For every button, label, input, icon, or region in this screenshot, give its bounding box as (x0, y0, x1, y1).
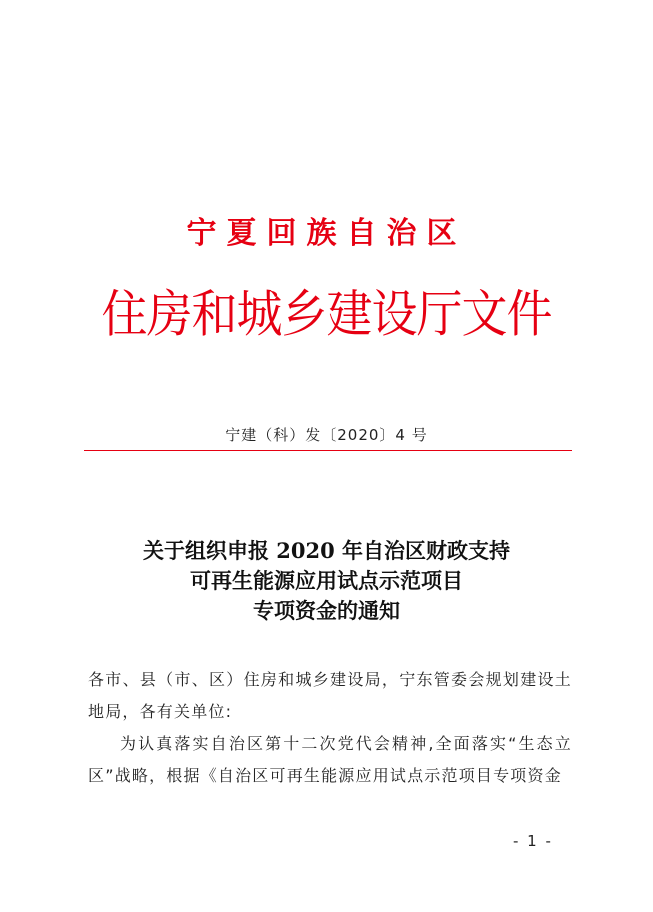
issuer-region: 宁夏回族自治区 (186, 216, 467, 251)
title-line-3: 专项资金的通知 (253, 598, 400, 623)
title-line-1: 关于组织申报 2020 年自治区财政支持 (142, 538, 511, 563)
document-title (0, 536, 653, 626)
title-line-2: 可再生能源应用试点示范项目 (190, 568, 463, 593)
document-body (88, 664, 572, 792)
page-number: - 1 - (513, 832, 553, 850)
red-divider-line (84, 450, 572, 451)
addressee-paragraph: 各市、县（市、区）住房和城乡建设局，宁东管委会规划建设土地局，各有关单位: (88, 670, 572, 721)
issuer-department-file: 住房和城乡建设厅文件 (101, 284, 552, 344)
document-number: 宁建（科）发〔2020〕4 号 (225, 426, 428, 444)
body-paragraph-1: 为认真落实自治区第十二次党代会精神,全面落实“生态立区”战略，根据《自治区可再生能源应用试点示范项目专项资金 (88, 734, 572, 785)
